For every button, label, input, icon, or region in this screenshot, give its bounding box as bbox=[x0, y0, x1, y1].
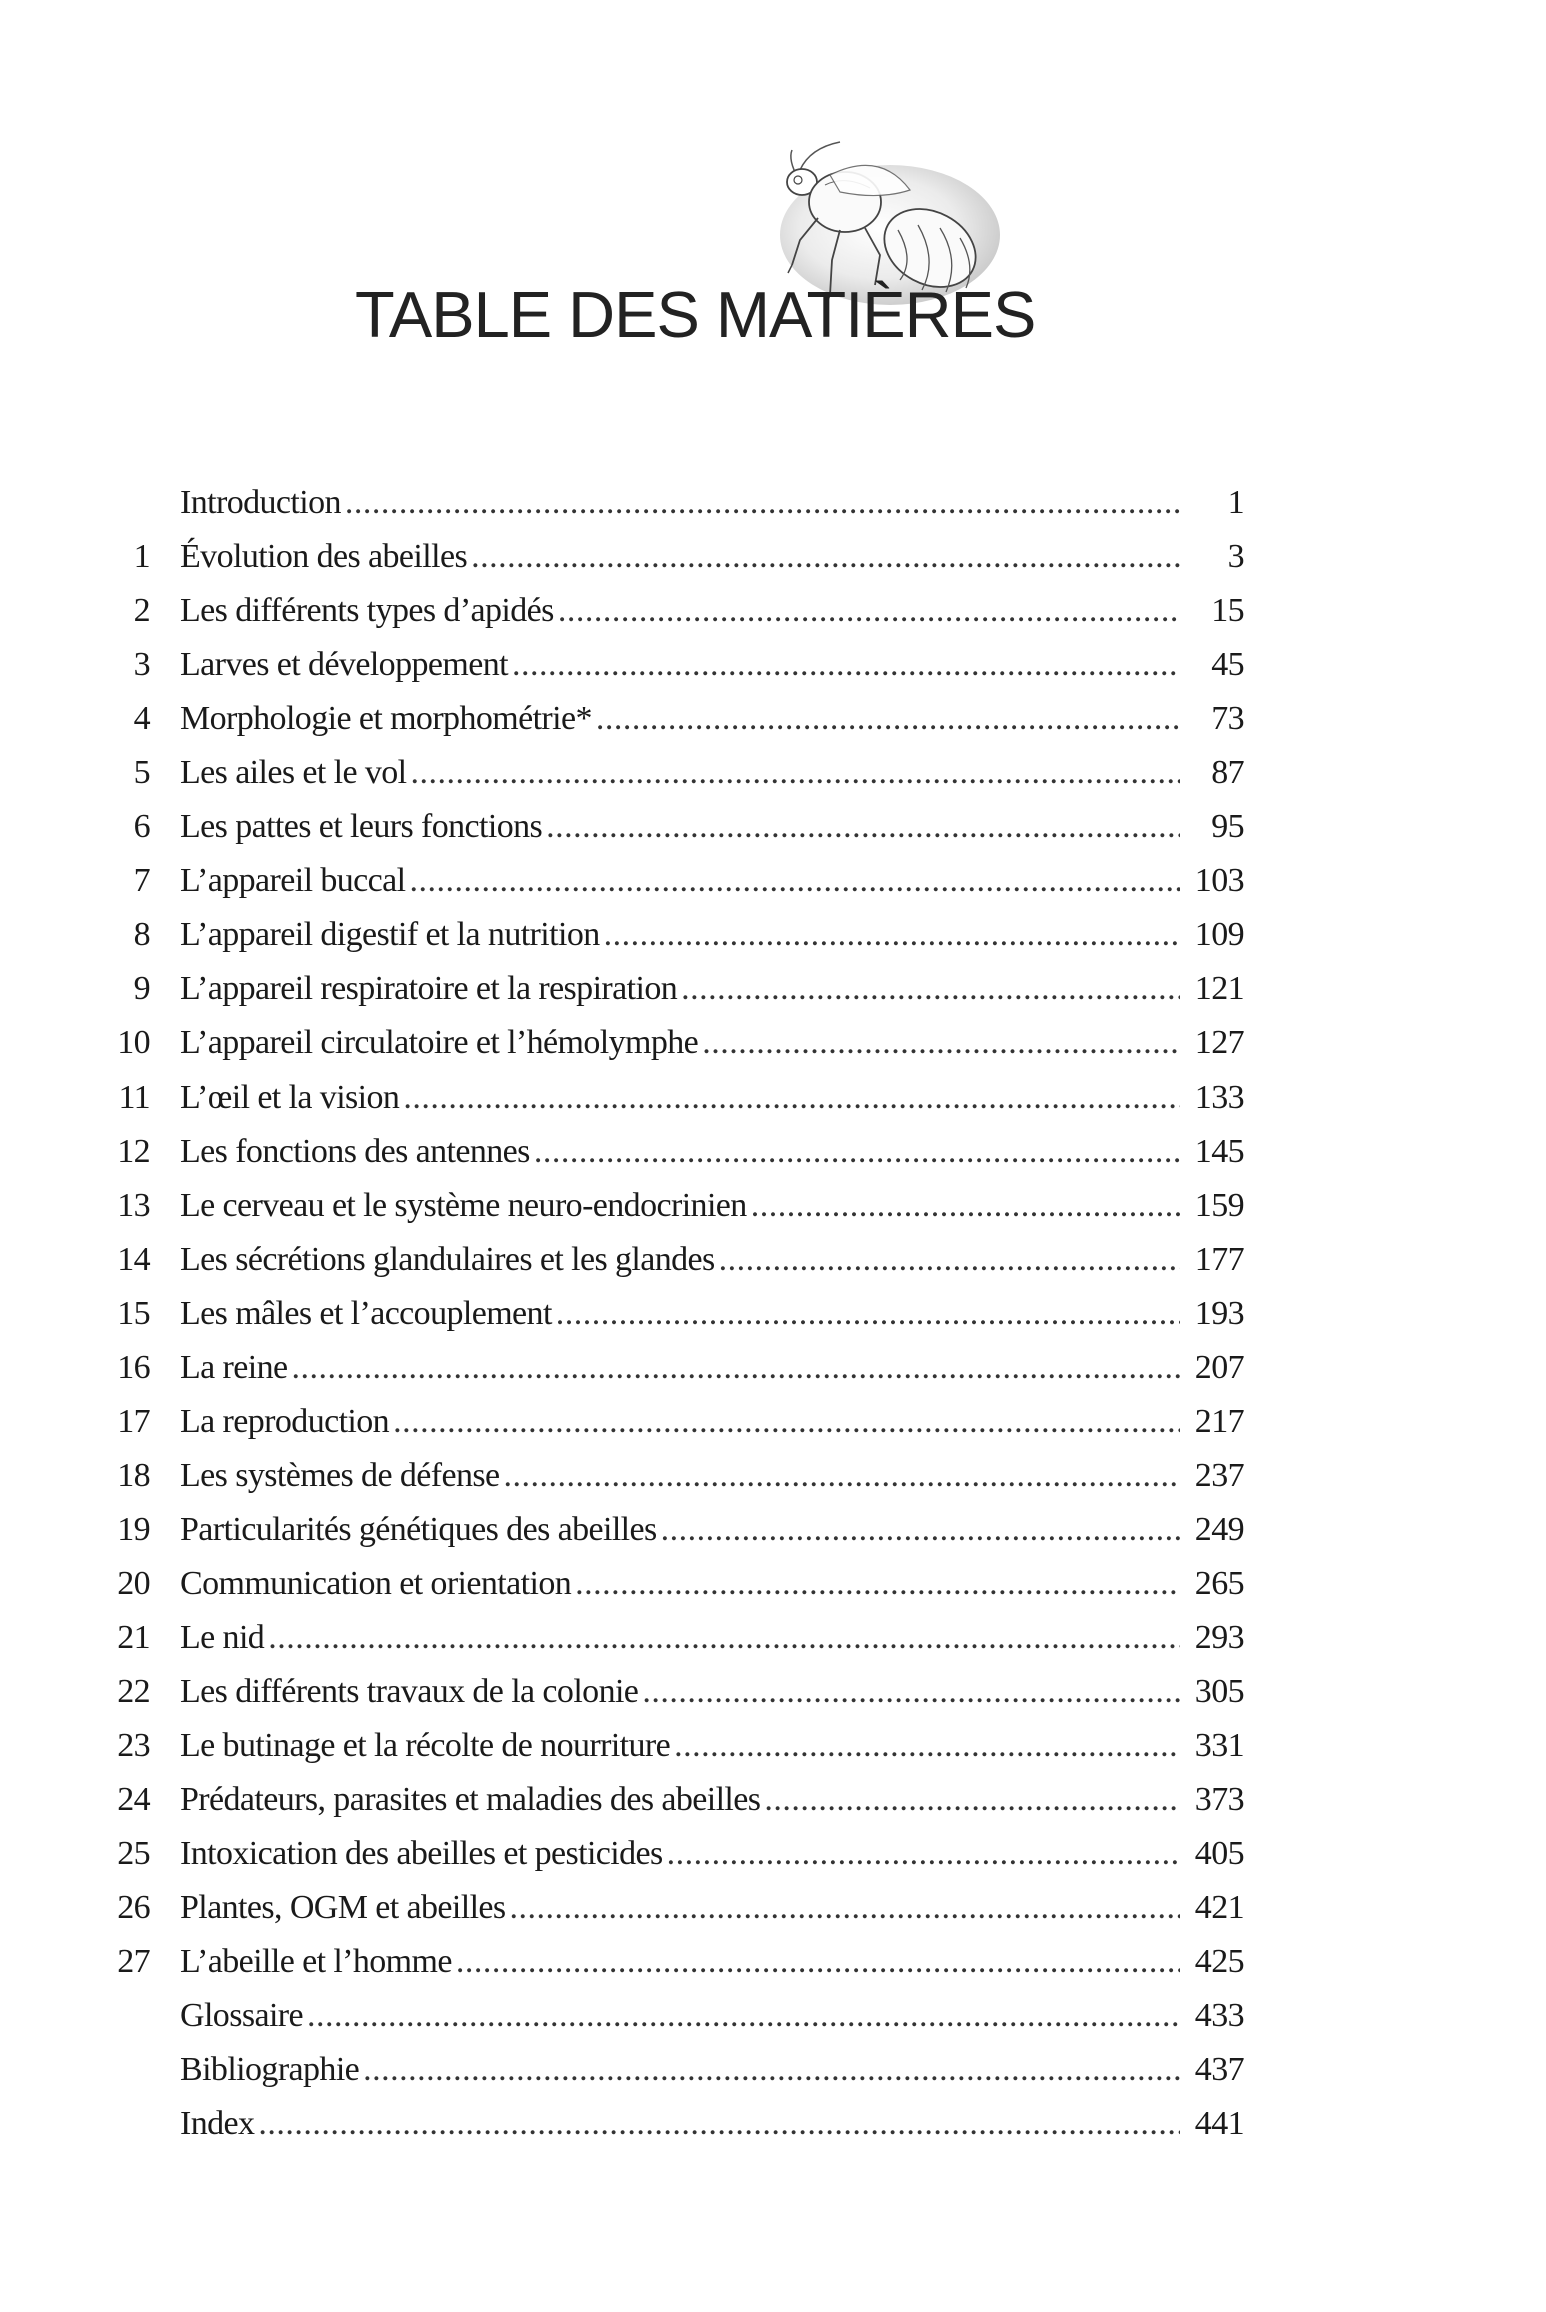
toc-entry[interactable] bbox=[0, 2043, 1546, 2097]
chapter-number: 19 bbox=[117, 1510, 150, 1548]
dot-leader bbox=[512, 638, 1180, 692]
dot-leader bbox=[604, 908, 1180, 962]
page-number: 193 bbox=[1194, 1294, 1244, 1332]
dot-leader bbox=[268, 1611, 1180, 1665]
page-number: 133 bbox=[1194, 1078, 1244, 1116]
page-number: 207 bbox=[1194, 1348, 1244, 1386]
page-number: 3 bbox=[1227, 538, 1244, 576]
toc-entry[interactable] bbox=[0, 1557, 1546, 1611]
dot-leader bbox=[258, 2097, 1180, 2151]
chapter-number: 25 bbox=[117, 1835, 150, 1873]
dot-leader bbox=[411, 746, 1180, 800]
chapter-number: 24 bbox=[117, 1781, 150, 1819]
toc-entry[interactable] bbox=[0, 1179, 1546, 1233]
chapter-number: 12 bbox=[117, 1132, 150, 1170]
page-number: 45 bbox=[1211, 646, 1244, 684]
chapter-title: Les systèmes de défense bbox=[180, 1456, 500, 1494]
dot-leader bbox=[345, 476, 1180, 530]
chapter-title: L’œil et la vision bbox=[180, 1078, 400, 1116]
chapter-number: 18 bbox=[117, 1456, 150, 1494]
page-number: 305 bbox=[1194, 1673, 1244, 1711]
chapter-number: 2 bbox=[133, 592, 150, 630]
toc-entry[interactable] bbox=[0, 1233, 1546, 1287]
chapter-title: Les fonctions des antennes bbox=[180, 1132, 530, 1170]
chapter-title: Particularités génétiques des abeilles bbox=[180, 1510, 657, 1548]
chapter-number: 22 bbox=[117, 1673, 150, 1711]
toc-entry[interactable] bbox=[0, 1881, 1546, 1935]
chapter-title: La reine bbox=[180, 1348, 288, 1386]
chapter-number: 16 bbox=[117, 1348, 150, 1386]
chapter-title: L’appareil circulatoire et l’hémolymphe bbox=[180, 1024, 699, 1062]
page-number: 145 bbox=[1194, 1132, 1244, 1170]
toc-entry[interactable] bbox=[0, 854, 1546, 908]
dot-leader bbox=[363, 2043, 1180, 2097]
chapter-number: 27 bbox=[117, 1943, 150, 1981]
chapter-number: 1 bbox=[133, 538, 150, 576]
chapter-number: 6 bbox=[133, 808, 150, 846]
chapter-number: 17 bbox=[117, 1402, 150, 1440]
dot-leader bbox=[510, 1881, 1180, 1935]
toc-entry[interactable] bbox=[0, 1503, 1546, 1557]
toc-entry[interactable] bbox=[0, 2097, 1546, 2151]
chapter-number: 9 bbox=[133, 970, 150, 1008]
chapter-title: Le nid bbox=[180, 1618, 265, 1656]
chapter-number: 23 bbox=[117, 1727, 150, 1765]
toc-entry[interactable] bbox=[0, 638, 1546, 692]
chapter-number: 13 bbox=[117, 1186, 150, 1224]
chapter-title: L’appareil digestif et la nutrition bbox=[180, 916, 600, 954]
page-number: 237 bbox=[1194, 1456, 1244, 1494]
chapter-number: 11 bbox=[118, 1078, 150, 1116]
page-number: 441 bbox=[1194, 2105, 1244, 2143]
dot-leader bbox=[503, 1449, 1180, 1503]
page-number: 109 bbox=[1194, 916, 1244, 954]
page-number: 73 bbox=[1211, 700, 1244, 738]
page-number: 87 bbox=[1211, 754, 1244, 792]
dot-leader bbox=[674, 1719, 1180, 1773]
page-number: 177 bbox=[1194, 1240, 1244, 1278]
chapter-number: 15 bbox=[117, 1294, 150, 1332]
chapter-number: 14 bbox=[117, 1240, 150, 1278]
toc-entry[interactable] bbox=[0, 800, 1546, 854]
toc-entry[interactable] bbox=[0, 1989, 1546, 2043]
page-number: 103 bbox=[1194, 862, 1244, 900]
chapter-title: Le butinage et la récolte de nourriture bbox=[180, 1727, 671, 1765]
dot-leader bbox=[642, 1665, 1180, 1719]
dot-leader bbox=[471, 530, 1180, 584]
toc-entry[interactable] bbox=[0, 692, 1546, 746]
chapter-number: 8 bbox=[133, 916, 150, 954]
toc-entry[interactable] bbox=[0, 1827, 1546, 1881]
chapter-title: L’appareil respiratoire et la respiration bbox=[180, 970, 678, 1008]
dot-leader bbox=[292, 1341, 1180, 1395]
page-number: 331 bbox=[1194, 1727, 1244, 1765]
page-number: 433 bbox=[1194, 1997, 1244, 2035]
dot-leader bbox=[751, 1179, 1180, 1233]
chapter-title: La reproduction bbox=[180, 1402, 390, 1440]
chapter-title: Les différents types d’apidés bbox=[180, 592, 554, 630]
page-number: 1 bbox=[1227, 484, 1244, 521]
chapter-title: Intoxication des abeilles et pesticides bbox=[180, 1835, 663, 1873]
dot-leader bbox=[403, 1071, 1180, 1125]
table-of-contents bbox=[0, 476, 1546, 2151]
dot-leader bbox=[556, 1287, 1180, 1341]
chapter-number: 10 bbox=[117, 1024, 150, 1062]
page-number: 95 bbox=[1211, 808, 1244, 846]
chapter-number: 21 bbox=[117, 1618, 150, 1656]
page-number: 425 bbox=[1194, 1943, 1244, 1981]
dot-leader bbox=[393, 1395, 1180, 1449]
chapter-title: Index bbox=[180, 2105, 255, 2143]
toc-entry[interactable] bbox=[0, 1611, 1546, 1665]
chapter-number: 4 bbox=[133, 700, 150, 738]
toc-entry[interactable] bbox=[0, 530, 1546, 584]
page-number: 127 bbox=[1194, 1024, 1244, 1062]
dot-leader bbox=[307, 1989, 1180, 2043]
chapter-title: L’abeille et l’homme bbox=[180, 1943, 452, 1981]
dot-leader bbox=[667, 1827, 1180, 1881]
toc-entry[interactable] bbox=[0, 476, 1546, 530]
chapter-title: Glossaire bbox=[180, 1997, 304, 2035]
dot-leader bbox=[681, 962, 1180, 1016]
toc-entry[interactable] bbox=[0, 1719, 1546, 1773]
page-number: 159 bbox=[1194, 1186, 1244, 1224]
dot-leader bbox=[575, 1557, 1180, 1611]
page-number: 217 bbox=[1194, 1402, 1244, 1440]
chapter-title: Bibliographie bbox=[180, 2051, 360, 2089]
chapter-title: Larves et développement bbox=[180, 646, 508, 684]
chapter-title: Les mâles et l’accouplement bbox=[180, 1294, 552, 1332]
chapter-number: 20 bbox=[117, 1564, 150, 1602]
toc-entry[interactable] bbox=[0, 1071, 1546, 1125]
toc-entry[interactable] bbox=[0, 962, 1546, 1016]
chapter-title: Morphologie et morphométrie* bbox=[180, 700, 592, 738]
dot-leader bbox=[596, 692, 1180, 746]
dot-leader bbox=[409, 854, 1180, 908]
page-number: 437 bbox=[1194, 2051, 1244, 2089]
dot-leader bbox=[456, 1935, 1180, 1989]
dot-leader bbox=[546, 800, 1180, 854]
toc-entry[interactable] bbox=[0, 1665, 1546, 1719]
chapter-title: Prédateurs, parasites et maladies des abeilles bbox=[180, 1781, 761, 1819]
page-number: 15 bbox=[1211, 592, 1244, 630]
page-number: 293 bbox=[1194, 1618, 1244, 1656]
dot-leader bbox=[764, 1773, 1180, 1827]
toc-entry[interactable] bbox=[0, 908, 1546, 962]
chapter-title: Les pattes et leurs fonctions bbox=[180, 808, 543, 846]
toc-entry[interactable] bbox=[0, 1341, 1546, 1395]
chapter-title: Les sécrétions glandulaires et les glandes bbox=[180, 1240, 715, 1278]
chapter-title: Les ailes et le vol bbox=[180, 754, 407, 792]
page-number: 405 bbox=[1194, 1835, 1244, 1873]
toc-entry[interactable] bbox=[0, 1395, 1546, 1449]
toc-entry[interactable] bbox=[0, 1287, 1546, 1341]
page-title: TABLE DES MATIÈRES bbox=[355, 278, 1036, 351]
dot-leader bbox=[661, 1503, 1180, 1557]
chapter-title: Les différents travaux de la colonie bbox=[180, 1673, 639, 1711]
toc-entry[interactable] bbox=[0, 1125, 1546, 1179]
chapter-title: L’appareil buccal bbox=[180, 862, 406, 900]
page-number: 249 bbox=[1194, 1510, 1244, 1548]
chapter-title: Plantes, OGM et abeilles bbox=[180, 1889, 506, 1927]
dot-leader bbox=[558, 584, 1180, 638]
toc-entry[interactable] bbox=[0, 584, 1546, 638]
toc-entry[interactable] bbox=[0, 746, 1546, 800]
dot-leader bbox=[534, 1125, 1180, 1179]
page-number: 421 bbox=[1194, 1889, 1244, 1927]
chapter-title: Le cerveau et le système neuro-endocrinien bbox=[180, 1186, 747, 1224]
chapter-title: Évolution des abeilles bbox=[180, 538, 468, 576]
toc-entry[interactable] bbox=[0, 1773, 1546, 1827]
dot-leader bbox=[702, 1016, 1180, 1070]
page-number: 373 bbox=[1194, 1781, 1244, 1819]
chapter-number: 3 bbox=[133, 646, 150, 684]
dot-leader bbox=[719, 1233, 1180, 1287]
toc-entry[interactable] bbox=[0, 1449, 1546, 1503]
page-number: 121 bbox=[1194, 970, 1244, 1008]
toc-entry[interactable] bbox=[0, 1935, 1546, 1989]
chapter-number: 5 bbox=[133, 754, 150, 792]
chapter-number: 26 bbox=[117, 1889, 150, 1927]
chapter-title: Communication et orientation bbox=[180, 1564, 572, 1602]
chapter-title: Introduction bbox=[180, 484, 341, 521]
toc-entry[interactable] bbox=[0, 1016, 1546, 1070]
chapter-number: 7 bbox=[133, 862, 150, 900]
page-number: 265 bbox=[1194, 1564, 1244, 1602]
